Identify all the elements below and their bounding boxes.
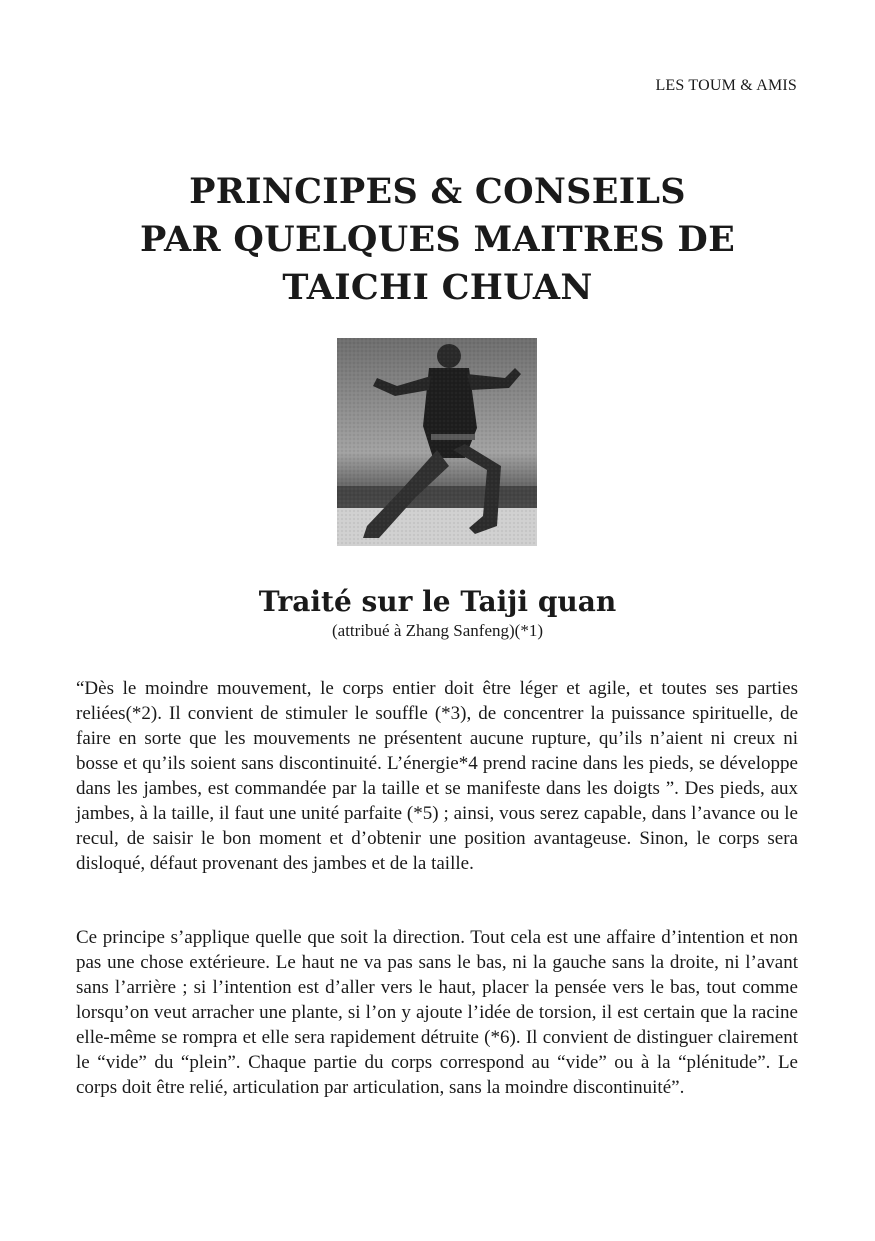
page-title bbox=[0, 168, 875, 312]
section-subtitle: Traité sur le Taiji quan bbox=[258, 585, 617, 618]
section-attribution: (attribué à Zhang Sanfeng)(*1) bbox=[332, 621, 543, 640]
body-paragraph-2: Ce principe s’applique quelle que soit la direction. Tout cela est une affaire d’intention et non pas une chose extérieure. Le haut ne va pas sans le bas, ni la gauche sans la droite, ni l’avant sans l’arrière ; si l’intention est d’aller vers le haut, placer la pensée vers le bas, tout comme lorsqu’on veut arracher une plante, si l’on y ajoute l’idée de torsion, il est certain que la racine elle-même se rompra et elle sera rapidement détruite (*6). Il convient de distinguer clairement le “vide” du “plein”. Chaque partie du corps correspond au “vide” ou à la “plénitude”. Le corps doit être relié, articulation par articulation, sans la moindre discontinuité”. bbox=[76, 927, 798, 1098]
title-line-3: TAICHI CHUAN bbox=[282, 267, 593, 308]
title-line-2: PAR QUELQUES MAITRES DE bbox=[139, 219, 736, 260]
body-paragraph-1: “Dès le moindre mouvement, le corps entier doit être léger et agile, et toutes ses parties reliées(*2). Il convient de stimuler le souffle (*3), de concentrer la puissance spirituelle, de faire en sorte que les mouvements ne présentent aucune rupture, qu’ils n’aient ni creux ni bosse et qu’ils soient sans discontinuité. L’énergie*4 prend racine dans les pieds, se développe dans les jambes, est commandée par la taille et se manifeste dans les doigts ”. Des pieds, aux jambes, à la taille, il faut une unité parfaite (*5) ; ainsi, vous serez capable, dans l’avance ou le recul, de saisir le bon moment et d’obtenir une position avantageuse. Sinon, le corps sera disloqué, défaut provenant des jambes et de la taille. bbox=[76, 678, 798, 874]
title-line-1: PRINCIPES & CONSEILS bbox=[189, 171, 686, 212]
taichi-master-photo bbox=[337, 338, 537, 546]
page-header: LES TOUM & AMIS bbox=[655, 77, 797, 94]
